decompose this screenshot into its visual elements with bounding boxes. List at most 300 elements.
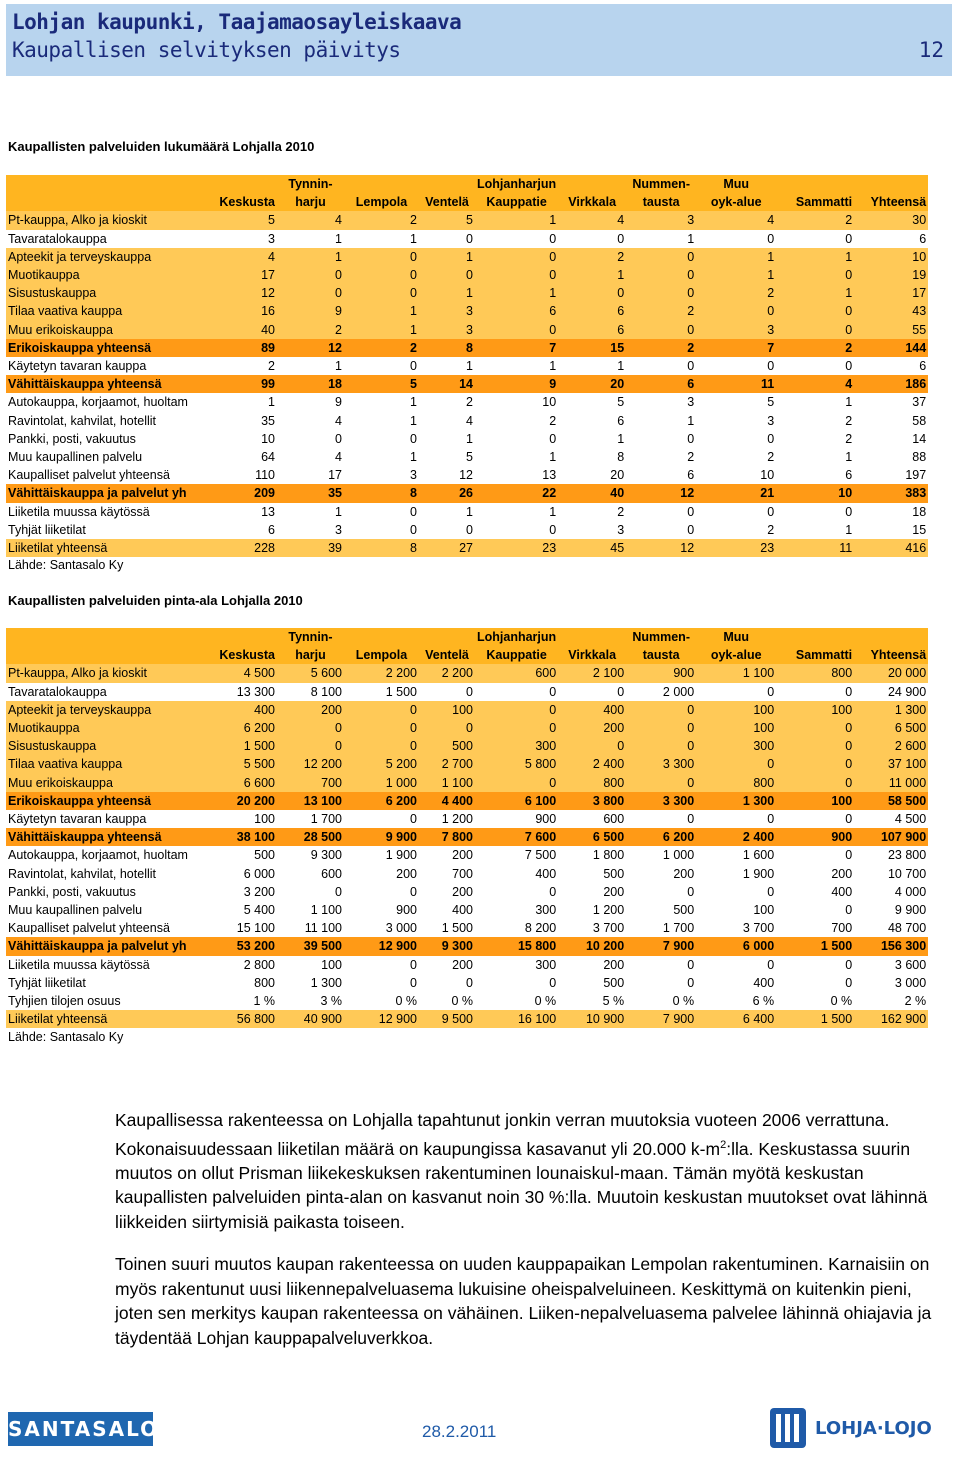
table-cell: 48 700	[854, 919, 928, 937]
table-cell: 6	[558, 412, 626, 430]
row-label: Muotikauppa	[6, 266, 206, 284]
table-cell: 1	[626, 412, 696, 430]
table-cell: 10	[776, 484, 854, 502]
table-cell: 0	[626, 719, 696, 737]
table-cell: 4	[696, 211, 776, 229]
table-cell: 1	[475, 284, 558, 302]
table-cell: 1	[776, 448, 854, 466]
table-cell: 0	[344, 719, 419, 737]
table-cell: 6	[854, 357, 928, 375]
table-cell: 600	[558, 810, 626, 828]
table-cell: 0	[558, 284, 626, 302]
table-cell: 0	[626, 266, 696, 284]
table-cell: 18	[854, 503, 928, 521]
table-cell: 600	[475, 664, 558, 682]
table-cell: 0	[344, 248, 419, 266]
table-row	[6, 448, 928, 466]
table-cell: 0	[419, 974, 475, 992]
table-row	[6, 664, 928, 682]
table-cell: 1 100	[419, 774, 475, 792]
paragraph-1-text-a: Kaupallisessa rakenteessa on Lohjalla tapahtunut jonkin verran muutoksia vuoteen 2006 verrattuna. Kokonaisuudessaan liiketilan määrä on kaupungissa kasavanut yli 20.000 k-m	[115, 1110, 890, 1159]
table-cell: 4 400	[419, 792, 475, 810]
table-row	[6, 430, 928, 448]
table-cell: 800	[206, 974, 277, 992]
table-cell: 0	[626, 284, 696, 302]
table-cell: 40	[558, 484, 626, 502]
table-cell: 15 100	[206, 919, 277, 937]
row-label: Käytetyn tavaran kauppa	[6, 810, 206, 828]
table-cell: 9 900	[344, 828, 419, 846]
table-cell: 58	[854, 412, 928, 430]
table-cell: 7 900	[626, 1010, 696, 1028]
table-cell: 13	[206, 503, 277, 521]
row-label: Pankki, posti, vakuutus	[6, 883, 206, 901]
table-cell: 0	[626, 357, 696, 375]
table-cell: 30	[854, 211, 928, 229]
paragraph-1-superscript: 2	[720, 1138, 727, 1151]
column-header	[344, 175, 419, 193]
table-cell: 12	[419, 466, 475, 484]
table1-title: Kaupallisten palveluiden lukumäärä Lohjalla 2010	[8, 139, 315, 154]
table-cell: 100	[776, 792, 854, 810]
document-subtitle: Kaupallisen selvityksen päivitys	[12, 38, 401, 62]
table-cell: 0	[626, 956, 696, 974]
table-cell: 6	[475, 302, 558, 320]
table-cell: 0	[776, 774, 854, 792]
table-cell: 0	[776, 683, 854, 701]
table-cell: 3 200	[206, 883, 277, 901]
table-cell: 107 900	[854, 828, 928, 846]
table-cell: 1	[475, 211, 558, 229]
table-cell: 38 100	[206, 828, 277, 846]
table-cell: 1 500	[344, 683, 419, 701]
table-cell: 14	[419, 375, 475, 393]
table-cell: 0	[344, 974, 419, 992]
table-cell: 3	[626, 393, 696, 411]
table-row	[6, 466, 928, 484]
table-header-row	[6, 175, 928, 193]
column-header	[854, 628, 928, 646]
table-cell: 35	[206, 412, 277, 430]
table-cell: 1	[776, 248, 854, 266]
table-cell: 400	[558, 701, 626, 719]
table-cell: 14	[854, 430, 928, 448]
table-cell: 2	[558, 503, 626, 521]
column-header: Nummen-	[626, 628, 696, 646]
table-cell: 28 500	[277, 828, 344, 846]
table-row	[6, 956, 928, 974]
table-cell: 416	[854, 539, 928, 557]
table-cell: 500	[419, 737, 475, 755]
table-cell: 6 600	[206, 774, 277, 792]
table-cell: 700	[776, 919, 854, 937]
table-cell: 8	[344, 539, 419, 557]
table-cell: 100	[696, 701, 776, 719]
table-cell: 0	[277, 430, 344, 448]
column-header: Lohjanharjun	[475, 175, 558, 193]
table-cell: 3	[558, 521, 626, 539]
table-cell: 300	[475, 956, 558, 974]
table-row	[6, 521, 928, 539]
table-cell: 0	[776, 755, 854, 773]
table-cell: 12	[277, 339, 344, 357]
table-header-row	[6, 646, 928, 664]
row-label: Muu erikoiskauppa	[6, 774, 206, 792]
table-cell: 0	[626, 503, 696, 521]
table-cell: 0	[558, 737, 626, 755]
table-cell: 1 300	[696, 792, 776, 810]
table-cell: 37 100	[854, 755, 928, 773]
table-cell: 4	[419, 412, 475, 430]
table-cell: 6 200	[344, 792, 419, 810]
table-cell: 0	[475, 774, 558, 792]
table-cell: 0	[344, 883, 419, 901]
table-cell: 3 000	[854, 974, 928, 992]
table-cell: 1	[696, 266, 776, 284]
table-cell: 15	[558, 339, 626, 357]
column-header: Sammatti	[776, 646, 854, 664]
table-cell: 21	[696, 484, 776, 502]
table-cell: 2 200	[344, 664, 419, 682]
table-cell: 0	[475, 683, 558, 701]
table-cell: 0	[475, 430, 558, 448]
table-cell: 0 %	[419, 992, 475, 1010]
table-cell: 1 900	[344, 846, 419, 864]
table-cell: 0	[776, 302, 854, 320]
table-row	[6, 974, 928, 992]
row-label: Liiketila muussa käytössä	[6, 956, 206, 974]
table-cell: 2 200	[419, 664, 475, 682]
table-cell: 0	[344, 503, 419, 521]
table-row	[6, 357, 928, 375]
table-cell: 162 900	[854, 1010, 928, 1028]
table-cell: 0	[626, 974, 696, 992]
table-cell: 10	[475, 393, 558, 411]
row-label: Apteekit ja terveyskauppa	[6, 248, 206, 266]
table-cell: 20 200	[206, 792, 277, 810]
table-row	[6, 919, 928, 937]
table-row	[6, 774, 928, 792]
table-cell: 1	[206, 393, 277, 411]
table-cell: 0	[696, 755, 776, 773]
table-cell: 1 800	[558, 846, 626, 864]
table2-source: Lähde: Santasalo Ky	[8, 1030, 124, 1044]
row-label: Vähittäiskauppa ja palvelut yh	[6, 937, 206, 955]
table-cell: 200	[419, 846, 475, 864]
table-cell: 1	[475, 357, 558, 375]
column-header: harju	[277, 646, 344, 664]
table-cell: 2 100	[558, 664, 626, 682]
table-cell: 4	[776, 375, 854, 393]
table-cell: 6	[776, 466, 854, 484]
table-cell: 0	[776, 719, 854, 737]
table-cell: 500	[626, 901, 696, 919]
column-header: tausta	[626, 646, 696, 664]
table-cell: 0	[696, 503, 776, 521]
column-header: Muu	[696, 628, 776, 646]
table-cell: 1	[776, 284, 854, 302]
table-cell: 0	[344, 810, 419, 828]
column-header	[419, 175, 475, 193]
table2-title: Kaupallisten palveluiden pinta-ala Lohjalla 2010	[8, 593, 303, 608]
column-header	[6, 646, 206, 664]
table-cell: 2	[626, 339, 696, 357]
table-cell: 300	[696, 737, 776, 755]
table-cell: 10 700	[854, 865, 928, 883]
table-cell: 5	[206, 211, 277, 229]
table-cell: 24 900	[854, 683, 928, 701]
column-header: Keskusta	[206, 646, 277, 664]
column-header: Virkkala	[558, 646, 626, 664]
table-cell: 1 900	[696, 865, 776, 883]
table-cell: 27	[419, 539, 475, 557]
table-cell: 5	[419, 448, 475, 466]
table-cell: 500	[558, 974, 626, 992]
table-cell: 0	[776, 901, 854, 919]
table-row	[6, 737, 928, 755]
row-label: Apteekit ja terveyskauppa	[6, 701, 206, 719]
table-cell: 0	[776, 357, 854, 375]
table-cell: 6	[558, 321, 626, 339]
table-cell: 8	[558, 448, 626, 466]
table-cell: 5	[696, 393, 776, 411]
table-cell: 0	[776, 266, 854, 284]
table-cell: 0	[696, 302, 776, 320]
table-cell: 1 500	[776, 1010, 854, 1028]
table-cell: 5	[419, 211, 475, 229]
table-row	[6, 230, 928, 248]
column-header	[206, 628, 277, 646]
table-cell: 1	[344, 230, 419, 248]
table-cell: 3 000	[344, 919, 419, 937]
table-cell: 5	[344, 375, 419, 393]
santasalo-logo: SANTASALO	[8, 1412, 153, 1446]
table-cell: 8	[419, 339, 475, 357]
table-cell: 2	[776, 430, 854, 448]
table-cell: 0	[696, 883, 776, 901]
table-cell: 8 200	[475, 919, 558, 937]
row-label: Pankki, posti, vakuutus	[6, 430, 206, 448]
table-cell: 1	[419, 503, 475, 521]
row-label: Liiketilat yhteensä	[6, 539, 206, 557]
table-cell: 58 500	[854, 792, 928, 810]
table-cell: 3	[696, 321, 776, 339]
table-cell: 7 900	[626, 937, 696, 955]
table-cell: 13	[475, 466, 558, 484]
table-cell: 0	[344, 430, 419, 448]
column-header: Tynnin-	[277, 175, 344, 193]
table-cell: 6	[626, 466, 696, 484]
table-cell: 228	[206, 539, 277, 557]
table-cell: 7	[475, 339, 558, 357]
table-cell: 43	[854, 302, 928, 320]
table-row	[6, 865, 928, 883]
column-header: Lempola	[344, 193, 419, 211]
table-cell: 4	[277, 211, 344, 229]
table-cell: 0 %	[626, 992, 696, 1010]
table-cell: 2	[696, 521, 776, 539]
table-cell: 0	[696, 230, 776, 248]
table-cell: 0	[626, 810, 696, 828]
column-header	[419, 628, 475, 646]
table-row	[6, 211, 928, 229]
table-cell: 0	[776, 737, 854, 755]
column-header: Keskusta	[206, 193, 277, 211]
table-cell: 2 600	[854, 737, 928, 755]
row-label: Liiketila muussa käytössä	[6, 503, 206, 521]
table-cell: 88	[854, 448, 928, 466]
table-cell: 4 500	[854, 810, 928, 828]
table-cell: 2	[626, 302, 696, 320]
row-label: Erikoiskauppa yhteensä	[6, 792, 206, 810]
row-label: Tavaratalokauppa	[6, 230, 206, 248]
table-cell: 0	[475, 266, 558, 284]
table-cell: 2	[419, 393, 475, 411]
table-cell: 0	[344, 701, 419, 719]
row-label: Kaupalliset palvelut yhteensä	[6, 466, 206, 484]
row-label: Tilaa vaativa kauppa	[6, 755, 206, 773]
column-header: Kauppatie	[475, 193, 558, 211]
table-cell: 9 900	[854, 901, 928, 919]
table-cell: 1 100	[696, 664, 776, 682]
table-row	[6, 484, 928, 502]
table-cell: 0	[626, 430, 696, 448]
table-cell: 0	[776, 810, 854, 828]
table-cell: 37	[854, 393, 928, 411]
paragraph-2: Toinen suuri muutos kaupan rakenteessa on uuden kauppapaikan Lempolan rakentuminen. Karnaisiin on myös rakentunut uusi liikennepalveluasema lukuisine oheispalveluineen. Keskittymä on kuitenkin pieni, joten sen merkitys kaupan rakenteessa on vähäinen. Liiken-nepalveluasema palvelee lähinnä ohiajavia ja täydentää Lohjan kauppapalveluverkkoa.	[115, 1254, 932, 1348]
table-cell: 10	[206, 430, 277, 448]
table-cell: 1	[344, 448, 419, 466]
table-cell: 900	[626, 664, 696, 682]
table-cell: 0	[776, 974, 854, 992]
table-cell: 0	[344, 521, 419, 539]
table-cell: 2 400	[696, 828, 776, 846]
column-header: Lempola	[344, 646, 419, 664]
table-cell: 2 800	[206, 956, 277, 974]
table-cell: 100	[696, 719, 776, 737]
table-cell: 200	[558, 719, 626, 737]
table-row	[6, 901, 928, 919]
column-header	[6, 628, 206, 646]
table-cell: 2 000	[626, 683, 696, 701]
table-cell: 1	[277, 248, 344, 266]
row-label: Ravintolat, kahvilat, hotellit	[6, 412, 206, 430]
table-row	[6, 248, 928, 266]
column-header: harju	[277, 193, 344, 211]
table-row	[6, 412, 928, 430]
table-row	[6, 266, 928, 284]
table-cell: 8	[344, 484, 419, 502]
table-row	[6, 992, 928, 1010]
table-cell: 1	[776, 521, 854, 539]
row-label: Vähittäiskauppa ja palvelut yh	[6, 484, 206, 502]
table-cell: 1	[344, 321, 419, 339]
table-cell: 1	[277, 230, 344, 248]
table-cell: 0	[277, 883, 344, 901]
lohja-lojo-logo-text: LOHJA·LOJO	[815, 1418, 932, 1439]
table-cell: 1	[277, 357, 344, 375]
table-cell: 1 000	[344, 774, 419, 792]
column-header: Yhteensä	[854, 193, 928, 211]
count-table	[6, 175, 928, 557]
table-cell: 209	[206, 484, 277, 502]
table-cell: 35	[277, 484, 344, 502]
table-cell: 12	[626, 539, 696, 557]
table-cell: 156 300	[854, 937, 928, 955]
row-label: Pt-kauppa, Alko ja kioskit	[6, 211, 206, 229]
table-cell: 3 300	[626, 792, 696, 810]
column-header: Tynnin-	[277, 628, 344, 646]
table-cell: 2	[776, 211, 854, 229]
table-cell: 197	[854, 466, 928, 484]
table-cell: 3 800	[558, 792, 626, 810]
table-cell: 3	[344, 466, 419, 484]
table-cell: 17	[206, 266, 277, 284]
table-cell: 0	[776, 230, 854, 248]
table-cell: 800	[776, 664, 854, 682]
table-cell: 7 500	[475, 846, 558, 864]
table-cell: 3 300	[626, 755, 696, 773]
table-row	[6, 539, 928, 557]
table-cell: 2 400	[558, 755, 626, 773]
table-cell: 0	[475, 883, 558, 901]
table-cell: 800	[558, 774, 626, 792]
table-cell: 19	[854, 266, 928, 284]
table-cell: 15	[854, 521, 928, 539]
table-cell: 3	[419, 302, 475, 320]
table-cell: 100	[419, 701, 475, 719]
table-cell: 0	[475, 974, 558, 992]
table-cell: 0	[776, 846, 854, 864]
table-cell: 0	[696, 956, 776, 974]
row-label: Sisustuskauppa	[6, 737, 206, 755]
table-row	[6, 339, 928, 357]
row-label: Sisustuskauppa	[6, 284, 206, 302]
column-header	[206, 175, 277, 193]
table-cell: 39 500	[277, 937, 344, 955]
table-row	[6, 719, 928, 737]
table-cell: 700	[277, 774, 344, 792]
table-cell: 1 500	[776, 937, 854, 955]
table-cell: 400	[776, 883, 854, 901]
table-cell: 6 000	[696, 937, 776, 955]
table-cell: 12	[626, 484, 696, 502]
table-cell: 12 200	[277, 755, 344, 773]
table-cell: 10	[696, 466, 776, 484]
column-header: Muu	[696, 175, 776, 193]
table-cell: 0	[696, 810, 776, 828]
table-cell: 1	[344, 302, 419, 320]
row-label: Muotikauppa	[6, 719, 206, 737]
table-row	[6, 321, 928, 339]
row-label: Muu erikoiskauppa	[6, 321, 206, 339]
table-cell: 800	[696, 774, 776, 792]
table-cell: 55	[854, 321, 928, 339]
table-cell: 0 %	[776, 992, 854, 1010]
table-cell: 1	[558, 357, 626, 375]
table-cell: 200	[558, 883, 626, 901]
table-cell: 1 200	[419, 810, 475, 828]
column-header	[558, 628, 626, 646]
table-cell: 23	[696, 539, 776, 557]
table-cell: 5 600	[277, 664, 344, 682]
column-header: Ventelä	[419, 193, 475, 211]
table-cell: 400	[419, 901, 475, 919]
table-cell: 900	[344, 901, 419, 919]
column-header	[776, 628, 854, 646]
table-cell: 0	[626, 701, 696, 719]
table-cell: 0	[277, 266, 344, 284]
